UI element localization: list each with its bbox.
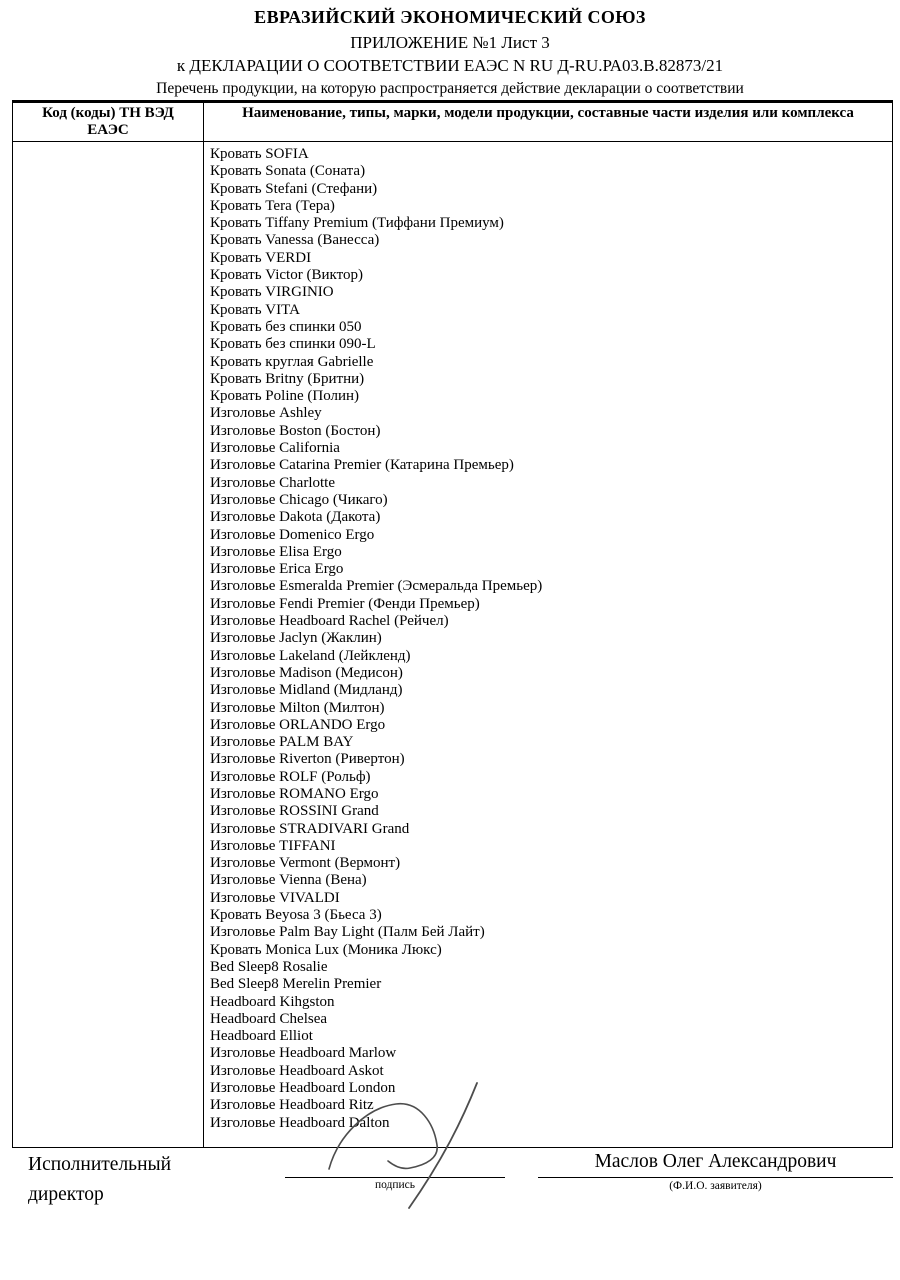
product-row: Изголовье Fendi Premier (Фенди Премьер) [210,595,480,612]
product-row: Изголовье ROMANO Ergo [210,785,379,802]
product-row: Headboard Elliot [210,1028,313,1045]
product-row: Изголовье STRADIVARI Grand [210,820,410,837]
product-list [204,142,892,1147]
product-row: Изголовье VIVALDI [210,889,340,906]
product-row: Headboard Chelsea [210,1010,328,1027]
product-row: Изголовье Boston (Бостон) [210,422,381,439]
product-name-column-header: Наименование, типы, марки, модели продукции, составные части изделия или комплекса [242,105,854,121]
product-row: Кровать Tera (Тера) [210,197,335,214]
product-row: Изголовье Jaclyn (Жаклин) [210,630,382,647]
product-row: Кровать Sonata (Соната) [210,163,366,180]
products-table [12,100,893,1148]
product-row: Изголовье Charlotte [210,474,335,491]
product-row: Изголовье Vienna (Вена) [210,872,367,889]
product-row: Изголовье ROLF (Рольф) [210,768,371,785]
product-row: Изголовье Milton (Милтон) [210,699,385,716]
signer-title: Исполнительный директор [28,1154,172,1205]
product-row: Изголовье Riverton (Ривертон) [210,751,405,768]
product-row: Изголовье Esmeralda Premier (Эсмеральда Премьер) [210,578,543,595]
products-list-subtitle: Перечень продукции, на которую распространяется действие декларации о соответствии [156,80,744,97]
product-row: Изголовье Headboard Marlow [210,1045,397,1062]
product-row: Изголовье Domenico Ergo [210,526,375,543]
product-row: Изголовье Midland (Мидланд) [210,682,403,699]
product-row: Изголовье Vermont (Вермонт) [210,855,401,872]
product-row: Изголовье Headboard Ritz [210,1097,374,1114]
product-row: Кровать SOFIA [210,146,309,162]
product-row: Headboard Kihgston [210,993,335,1010]
product-row: Изголовье Lakeland (Лейкленд) [210,647,411,664]
tnved-code-column-header: Код (коды) ТН ВЭД ЕАЭС [13,103,204,141]
product-row: Изголовье ORLANDO Ergo [210,716,386,733]
product-row: Кровать VERDI [210,249,312,266]
product-row: Кровать Victor (Виктор) [210,267,363,284]
product-row: Кровать Stefani (Стефани) [210,180,378,197]
product-row: Изголовье Dakota (Дакота) [210,509,381,526]
product-row: Кровать Tiffany Premium (Тиффани Премиум) [210,215,504,232]
product-row: Изголовье PALM BAY [210,734,354,751]
product-row: Кровать без спинки 090-L [210,336,376,353]
product-row: Изголовье Elisa Ergo [210,543,342,560]
product-row: Изголовье Headboard Askot [210,1062,384,1079]
product-row: Кровать VITA [210,301,300,318]
table-body-row [13,142,892,1147]
declaration-number-line: к ДЕКЛАРАЦИИ О СООТВЕТСТВИИ ЕАЭС N RU Д-RU.РА03.В.82873/21 [176,56,724,75]
product-row: Bed Sleep8 Rosalie [210,958,328,975]
product-row: Изголовье Headboard London [210,1080,396,1097]
annex-line: ПРИЛОЖЕНИЕ №1 Лист 3 [350,33,550,52]
document-header [0,7,900,98]
applicant-name: Маслов Олег Александрович [538,1149,893,1178]
product-row: Кровать без спинки 050 [210,318,362,335]
product-row: Изголовье Headboard Dalton [210,1114,390,1131]
signature-block [285,1162,505,1191]
product-row: Изголовье Erica Ergo [210,561,344,578]
product-row: Кровать Monica Lux (Моника Люкс) [210,941,442,958]
product-row: Кровать круглая Gabrielle [210,353,374,370]
product-row: Изголовье Chicago (Чикаго) [210,491,388,508]
product-row: Изголовье Ashley [210,405,322,422]
product-row: Bed Sleep8 Merelin Premier [210,976,382,993]
product-row: Кровать Vanessa (Ванесса) [210,232,380,249]
product-row: Изголовье TIFFANI [210,837,336,854]
union-title: ЕВРАЗИЙСКИЙ ЭКОНОМИЧЕСКИЙ СОЮЗ [254,7,646,27]
product-row: Изголовье California [210,440,340,457]
signature-caption: подпись [374,1179,416,1191]
applicant-caption: (Ф.И.О. заявителя) [669,1180,762,1192]
product-row: Изголовье Madison (Медисон) [210,664,403,681]
product-row: Изголовье Palm Bay Light (Палм Бей Лайт) [210,924,485,941]
table-header-row [13,103,892,142]
product-row: Изголовье ROSSINI Grand [210,803,379,820]
tnved-code-cell [13,142,204,1147]
product-row: Кровать Beyosa 3 (Бьеса 3) [210,907,382,924]
signature-line [285,1162,505,1178]
product-row: Кровать VIRGINIO [210,284,334,301]
product-row: Кровать Poline (Полин) [210,388,360,405]
product-row: Изголовье Catarina Premier (Катарина Премьер) [210,457,514,474]
product-row: Изголовье Headboard Rachel (Рейчел) [210,613,449,630]
applicant-block [538,1149,893,1192]
product-row: Кровать Britny (Бритни) [210,370,365,387]
